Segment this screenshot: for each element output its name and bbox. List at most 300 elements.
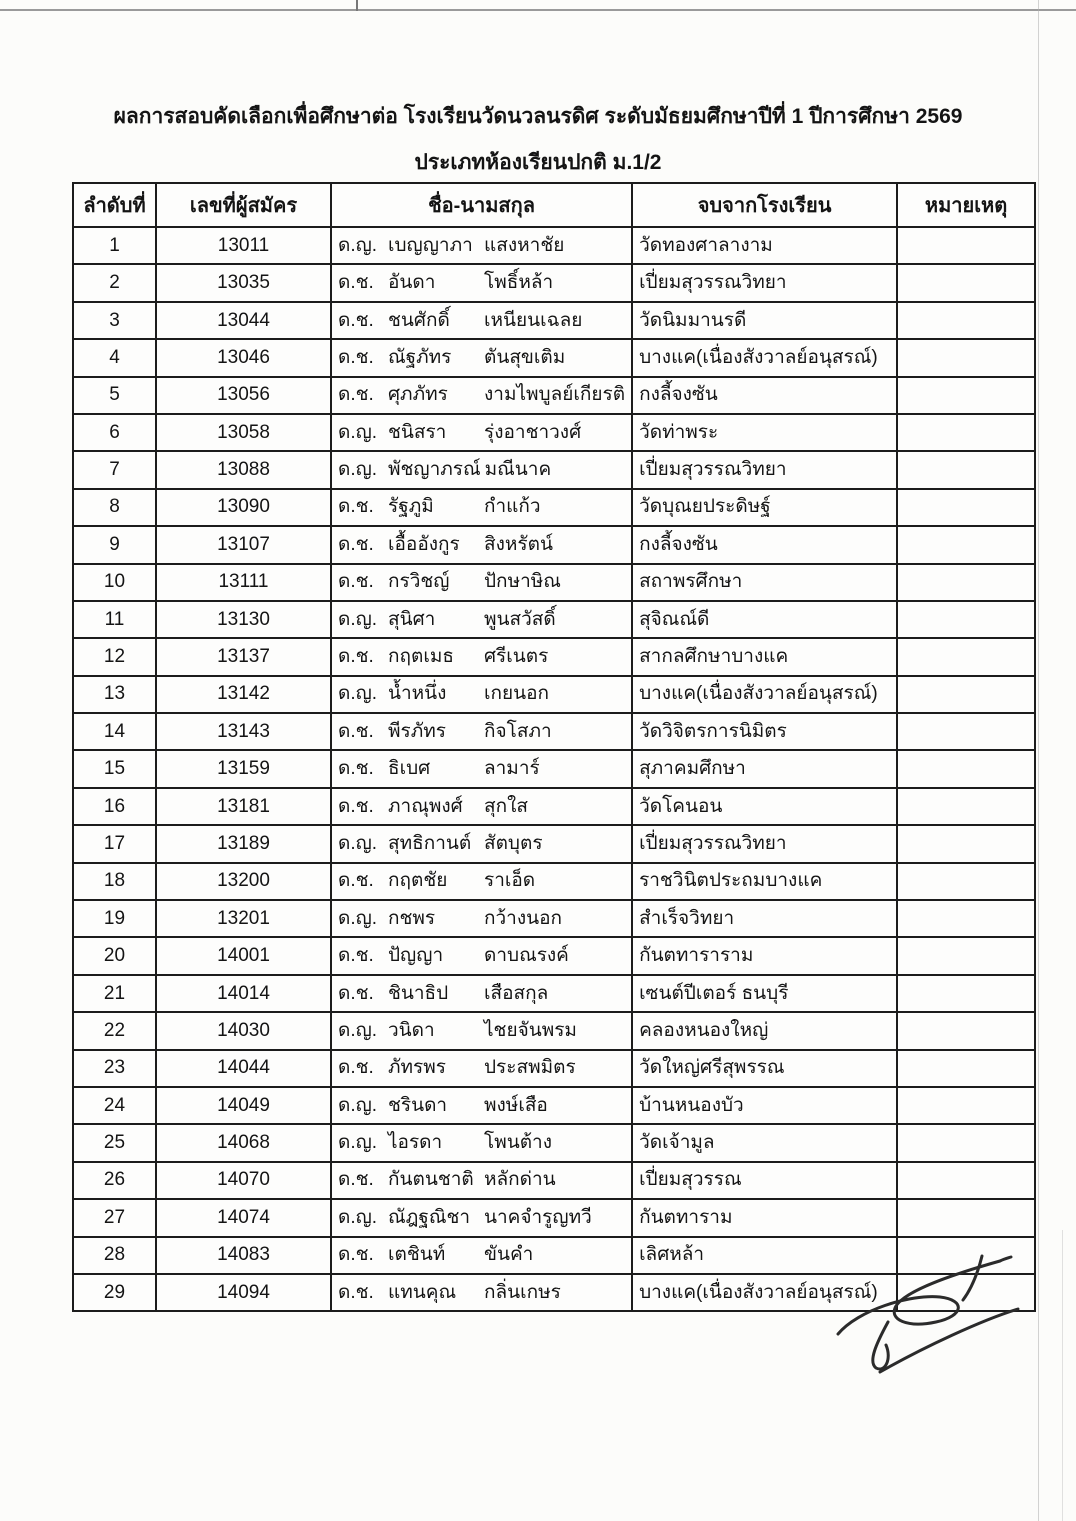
student-last-name: ขันคำ <box>484 1244 534 1266</box>
student-first-name: กฤตเมธ <box>388 646 454 668</box>
student-name-cell <box>331 750 632 787</box>
previous-school: เลิศหล้า <box>632 1237 897 1274</box>
student-name <box>338 834 625 854</box>
student-name <box>338 797 625 817</box>
table-row <box>73 339 1035 376</box>
column-header-remark: หมายเหตุ <box>897 183 1035 227</box>
table-row <box>73 302 1035 339</box>
table-row <box>73 451 1035 488</box>
remark-cell <box>897 377 1035 414</box>
table-row <box>73 788 1035 825</box>
applicant-id: 13046 <box>156 339 331 376</box>
remark-cell <box>897 975 1035 1012</box>
table-row <box>73 825 1035 862</box>
student-first-name: ชนิสรา <box>388 421 447 443</box>
student-name-cell <box>331 900 632 937</box>
applicant-id: 13137 <box>156 638 331 675</box>
student-title-prefix: ด.ช. <box>338 720 374 742</box>
student-title-prefix: ด.ญ. <box>338 1094 378 1116</box>
student-last-name: นาคจำรูญทวี <box>484 1206 592 1228</box>
order-number: 7 <box>73 451 156 488</box>
order-number: 20 <box>73 937 156 974</box>
student-name-cell <box>331 1012 632 1049</box>
student-name <box>338 1283 625 1303</box>
remark-cell <box>897 1012 1035 1049</box>
student-name <box>338 311 625 331</box>
student-name <box>338 535 625 555</box>
previous-school: วัดใหญ่ศรีสุพรรณ <box>632 1050 897 1087</box>
student-first-name: เบญญาภา <box>388 234 473 256</box>
previous-school: เซนต์ปีเตอร์ ธนบุรี <box>632 975 897 1012</box>
student-name-cell <box>331 489 632 526</box>
student-last-name: เสือสกุล <box>484 982 549 1004</box>
table-header-row <box>73 183 1035 227</box>
table-row <box>73 227 1035 264</box>
order-number: 25 <box>73 1124 156 1161</box>
student-first-name: น้ำหนึ่ง <box>388 683 447 705</box>
student-first-name: กรวิชญ์ <box>388 571 450 593</box>
applicant-id: 13088 <box>156 451 331 488</box>
remark-cell <box>897 1237 1035 1274</box>
document-subtitle: ประเภทห้องเรียนปกติ ม.1/2 <box>414 151 662 174</box>
order-number: 23 <box>73 1050 156 1087</box>
order-number: 21 <box>73 975 156 1012</box>
order-number: 10 <box>73 564 156 601</box>
applicant-id: 14074 <box>156 1199 331 1236</box>
student-name <box>338 1058 625 1078</box>
remark-cell <box>897 302 1035 339</box>
student-name-cell <box>331 601 632 638</box>
student-name <box>338 1021 625 1041</box>
student-name <box>338 909 625 929</box>
student-name <box>338 647 625 667</box>
remark-cell <box>897 713 1035 750</box>
table-body <box>73 227 1035 1311</box>
student-title-prefix: ด.ช. <box>338 309 374 331</box>
student-name <box>338 1170 625 1190</box>
applicant-id: 14014 <box>156 975 331 1012</box>
remark-cell <box>897 264 1035 301</box>
student-name-cell <box>331 1124 632 1161</box>
applicant-id: 13035 <box>156 264 331 301</box>
student-name-cell <box>331 1237 632 1274</box>
table-row <box>73 975 1035 1012</box>
applicant-id: 13058 <box>156 414 331 451</box>
student-first-name: สุทธิกานต์ <box>388 832 472 854</box>
previous-school: สำเร็จวิทยา <box>632 900 897 937</box>
student-name <box>338 1208 625 1228</box>
order-number: 9 <box>73 526 156 563</box>
order-number: 17 <box>73 825 156 862</box>
applicant-id: 13044 <box>156 302 331 339</box>
column-header-school: จบจากโรงเรียน <box>632 183 897 227</box>
student-name <box>338 236 625 256</box>
student-name-cell <box>331 863 632 900</box>
student-last-name: ดาบณรงค์ <box>484 945 569 967</box>
table-row <box>73 1012 1035 1049</box>
student-last-name: พูนสวัสดิ์ <box>484 608 556 630</box>
student-name-cell <box>331 264 632 301</box>
order-number: 15 <box>73 750 156 787</box>
table-row <box>73 937 1035 974</box>
previous-school: คลองหนองใหญ่ <box>632 1012 897 1049</box>
student-title-prefix: ด.ช. <box>338 982 374 1004</box>
student-first-name: ชนศักดิ์ <box>388 309 450 331</box>
student-title-prefix: ด.ญ. <box>338 1132 378 1154</box>
previous-school: เปี่ยมสุวรรณวิทยา <box>632 451 897 488</box>
student-first-name: ณัฐภัทร <box>388 346 452 368</box>
student-first-name: กชพร <box>388 907 436 929</box>
student-title-prefix: ด.ช. <box>338 571 374 593</box>
student-name <box>338 273 625 293</box>
student-first-name: อันดา <box>388 272 436 294</box>
order-number: 2 <box>73 264 156 301</box>
student-title-prefix: ด.ญ. <box>338 832 378 854</box>
student-name-cell <box>331 638 632 675</box>
order-number: 28 <box>73 1237 156 1274</box>
remark-cell <box>897 750 1035 787</box>
student-first-name: เอื้ออังกูร <box>388 533 460 555</box>
student-name <box>338 946 625 966</box>
column-header-applicant-id: เลขที่ผู้สมัคร <box>156 183 331 227</box>
student-last-name: แสงหาชัย <box>484 234 565 256</box>
order-number: 26 <box>73 1162 156 1199</box>
document-title: ผลการสอบคัดเลือกเพื่อศึกษาต่อ โรงเรียนวัดนวลนรดิศ ระดับมัธยมศึกษาปีที่ 1 ปีการศึกษา 2569 <box>113 105 963 128</box>
student-first-name: ธิเบศ <box>388 758 431 780</box>
order-number: 24 <box>73 1087 156 1124</box>
student-last-name: โพนต้าง <box>484 1132 553 1154</box>
student-name <box>338 385 625 405</box>
order-number: 29 <box>73 1274 156 1311</box>
remark-cell <box>897 564 1035 601</box>
remark-cell <box>897 1162 1035 1199</box>
student-last-name: สิงหรัตน์ <box>484 533 553 555</box>
previous-school: บางแค(เนื่องสังวาลย์อนุสรณ์) <box>632 1274 897 1311</box>
previous-school: เปี่ยมสุวรรณวิทยา <box>632 264 897 301</box>
student-name-cell <box>331 1199 632 1236</box>
student-first-name: วนิดา <box>388 1019 435 1041</box>
table-row <box>73 1199 1035 1236</box>
student-first-name: ชรินดา <box>388 1094 448 1116</box>
student-last-name: ปักษาษิณ <box>484 571 561 593</box>
student-last-name: สัตบุตร <box>484 832 543 854</box>
table-row <box>73 489 1035 526</box>
applicant-id: 14083 <box>156 1237 331 1274</box>
previous-school: วัดทองศาลางาม <box>632 227 897 264</box>
student-first-name: พัชญาภรณ์ <box>388 459 481 481</box>
applicant-id: 13130 <box>156 601 331 638</box>
table-row <box>73 900 1035 937</box>
student-last-name: กำแก้ว <box>484 496 541 518</box>
student-last-name: มณีนาค <box>484 459 552 481</box>
student-name-cell <box>331 1274 632 1311</box>
student-title-prefix: ด.ช. <box>338 945 374 967</box>
student-title-prefix: ด.ช. <box>338 1057 374 1079</box>
applicant-id: 13107 <box>156 526 331 563</box>
applicant-id: 13111 <box>156 564 331 601</box>
remark-cell <box>897 1050 1035 1087</box>
previous-school: เปี่ยมสุวรรณ <box>632 1162 897 1199</box>
previous-school: สากลศึกษาบางแค <box>632 638 897 675</box>
previous-school: วัดโคนอน <box>632 788 897 825</box>
student-title-prefix: ด.ช. <box>338 870 374 892</box>
student-first-name: แทนคุณ <box>388 1281 457 1303</box>
student-first-name: เตชินท์ <box>388 1244 446 1266</box>
student-first-name: กฤตชัย <box>388 870 448 892</box>
applicant-id: 13143 <box>156 713 331 750</box>
applicant-id: 13200 <box>156 863 331 900</box>
applicant-id: 13056 <box>156 377 331 414</box>
scan-edge-right-line <box>1038 0 1039 1521</box>
student-title-prefix: ด.ช. <box>338 346 374 368</box>
student-title-prefix: ด.ช. <box>338 533 374 555</box>
student-first-name: ศุภภัทร <box>388 384 448 406</box>
table-row <box>73 863 1035 900</box>
applicant-id: 14070 <box>156 1162 331 1199</box>
student-title-prefix: ด.ญ. <box>338 1206 378 1228</box>
remark-cell <box>897 825 1035 862</box>
order-number: 12 <box>73 638 156 675</box>
previous-school: บางแค(เนื่องสังวาลย์อนุสรณ์) <box>632 339 897 376</box>
student-name <box>338 722 625 742</box>
applicant-id: 14044 <box>156 1050 331 1087</box>
previous-school: วัดบุณยประดิษฐ์ <box>632 489 897 526</box>
table-row <box>73 377 1035 414</box>
order-number: 5 <box>73 377 156 414</box>
order-number: 16 <box>73 788 156 825</box>
previous-school: กงลี้จงซัน <box>632 526 897 563</box>
student-name <box>338 1096 625 1116</box>
order-number: 1 <box>73 227 156 264</box>
student-name-cell <box>331 302 632 339</box>
student-title-prefix: ด.ช. <box>338 384 374 406</box>
student-name-cell <box>331 1087 632 1124</box>
student-name <box>338 684 625 704</box>
student-name <box>338 1133 625 1153</box>
student-name <box>338 460 625 480</box>
previous-school: วัดเจ้ามูล <box>632 1124 897 1161</box>
student-title-prefix: ด.ช. <box>338 1244 374 1266</box>
remark-cell <box>897 1274 1035 1311</box>
applicant-id: 13181 <box>156 788 331 825</box>
applicant-id: 14068 <box>156 1124 331 1161</box>
previous-school: สถาพรศึกษา <box>632 564 897 601</box>
student-title-prefix: ด.ญ. <box>338 907 378 929</box>
student-last-name: รุ่งอาชาวงศ์ <box>484 421 582 443</box>
student-title-prefix: ด.ญ. <box>338 459 378 481</box>
remark-cell <box>897 638 1035 675</box>
student-first-name: ภัทรพร <box>388 1057 446 1079</box>
applicant-id: 13159 <box>156 750 331 787</box>
remark-cell <box>897 676 1035 713</box>
order-number: 27 <box>73 1199 156 1236</box>
table-row <box>73 1162 1035 1199</box>
student-last-name: ไชยจันพรม <box>484 1019 577 1041</box>
previous-school: กันตทาราม <box>632 1199 897 1236</box>
applicant-id: 13011 <box>156 227 331 264</box>
previous-school: บางแค(เนื่องสังวาลย์อนุสรณ์) <box>632 676 897 713</box>
order-number: 4 <box>73 339 156 376</box>
student-last-name: ราเอ็ด <box>484 870 536 892</box>
student-first-name: ไอรดา <box>388 1132 443 1154</box>
results-table <box>72 182 1036 1312</box>
remark-cell <box>897 227 1035 264</box>
order-number: 11 <box>73 601 156 638</box>
remark-cell <box>897 900 1035 937</box>
student-title-prefix: ด.ญ. <box>338 421 378 443</box>
student-last-name: กลิ่นเกษร <box>484 1281 561 1303</box>
student-last-name: เหนียนเฉลย <box>484 309 583 331</box>
applicant-id: 14049 <box>156 1087 331 1124</box>
student-last-name: งามไพบูลย์เกียรติ <box>484 384 626 406</box>
student-first-name: ชินาธิป <box>388 982 449 1004</box>
student-last-name: เกยนอก <box>484 683 550 705</box>
student-first-name: พีรภัทร <box>388 720 446 742</box>
student-title-prefix: ด.ช. <box>338 272 374 294</box>
student-first-name: ภาณุพงศ์ <box>388 795 463 817</box>
student-name-cell <box>331 377 632 414</box>
remark-cell <box>897 863 1035 900</box>
table-row <box>73 1124 1035 1161</box>
student-last-name: สุกใส <box>484 795 528 817</box>
previous-school: เปี่ยมสุวรรณวิทยา <box>632 825 897 862</box>
scan-edge-top-line <box>0 9 1076 11</box>
student-title-prefix: ด.ช. <box>338 646 374 668</box>
order-number: 8 <box>73 489 156 526</box>
order-number: 14 <box>73 713 156 750</box>
column-header-order: ลำดับที่ <box>73 183 156 227</box>
order-number: 6 <box>73 414 156 451</box>
student-name <box>338 1245 625 1265</box>
remark-cell <box>897 1199 1035 1236</box>
student-title-prefix: ด.ญ. <box>338 234 378 256</box>
student-first-name: กันตนชาติ <box>388 1169 474 1191</box>
student-title-prefix: ด.ช. <box>338 496 374 518</box>
applicant-id: 14001 <box>156 937 331 974</box>
previous-school: สุภาคมศึกษา <box>632 750 897 787</box>
table-row <box>73 676 1035 713</box>
previous-school: กันตทาราราม <box>632 937 897 974</box>
student-last-name: ตันสุขเติม <box>484 346 566 368</box>
student-name-cell <box>331 676 632 713</box>
table-row <box>73 1237 1035 1274</box>
student-last-name: โพธิ์หล้า <box>484 272 554 294</box>
student-name <box>338 984 625 1004</box>
student-last-name: หลักด่าน <box>484 1169 556 1191</box>
remark-cell <box>897 1087 1035 1124</box>
student-name-cell <box>331 1050 632 1087</box>
applicant-id: 14094 <box>156 1274 331 1311</box>
previous-school: สุจิณณ์ดี <box>632 601 897 638</box>
student-name <box>338 497 625 517</box>
order-number: 22 <box>73 1012 156 1049</box>
previous-school: ราชวินิตประถมบางแค <box>632 863 897 900</box>
previous-school: บ้านหนองบัว <box>632 1087 897 1124</box>
order-number: 13 <box>73 676 156 713</box>
student-name-cell <box>331 825 632 862</box>
student-last-name: กิจโสภา <box>484 720 552 742</box>
student-last-name: พงษ์เสือ <box>484 1094 548 1116</box>
student-title-prefix: ด.ช. <box>338 1169 374 1191</box>
student-name <box>338 423 625 443</box>
student-name-cell <box>331 339 632 376</box>
remark-cell <box>897 451 1035 488</box>
student-last-name: ศรีเนตร <box>484 646 549 668</box>
previous-school: วัดท่าพระ <box>632 414 897 451</box>
table-row <box>73 601 1035 638</box>
student-name <box>338 572 625 592</box>
student-name <box>338 759 625 779</box>
remark-cell <box>897 526 1035 563</box>
table-row <box>73 1274 1035 1311</box>
student-title-prefix: ด.ญ. <box>338 683 378 705</box>
table-row <box>73 1087 1035 1124</box>
remark-cell <box>897 788 1035 825</box>
student-name-cell <box>331 1162 632 1199</box>
table-row <box>73 750 1035 787</box>
student-name-cell <box>331 937 632 974</box>
applicant-id: 13090 <box>156 489 331 526</box>
student-title-prefix: ด.ช. <box>338 1281 374 1303</box>
table-row <box>73 264 1035 301</box>
previous-school: วัดวิจิตรการนิมิตร <box>632 713 897 750</box>
student-title-prefix: ด.ช. <box>338 758 374 780</box>
student-last-name: กว้างนอก <box>484 907 563 929</box>
student-name-cell <box>331 414 632 451</box>
student-name-cell <box>331 975 632 1012</box>
table-row <box>73 414 1035 451</box>
student-name-cell <box>331 788 632 825</box>
student-last-name: ประสพมิตร <box>484 1057 576 1079</box>
remark-cell <box>897 489 1035 526</box>
student-name <box>338 871 625 891</box>
student-title-prefix: ด.ช. <box>338 795 374 817</box>
order-number: 3 <box>73 302 156 339</box>
table-row <box>73 638 1035 675</box>
table-row <box>73 526 1035 563</box>
remark-cell <box>897 601 1035 638</box>
remark-cell <box>897 1124 1035 1161</box>
student-first-name: ณัฎฐณิชา <box>388 1206 471 1228</box>
student-title-prefix: ด.ญ. <box>338 1019 378 1041</box>
student-title-prefix: ด.ญ. <box>338 608 378 630</box>
table-row <box>73 1050 1035 1087</box>
student-name-cell <box>331 564 632 601</box>
order-number: 19 <box>73 900 156 937</box>
table-row <box>73 713 1035 750</box>
applicant-id: 13201 <box>156 900 331 937</box>
applicant-id: 13142 <box>156 676 331 713</box>
scan-tick-mark <box>356 0 358 11</box>
student-first-name: สุนิศา <box>388 608 436 630</box>
student-name-cell <box>331 713 632 750</box>
student-last-name: ลามาร์ <box>484 758 540 780</box>
remark-cell <box>897 339 1035 376</box>
scan-edge-right-line-2 <box>1062 1230 1063 1521</box>
applicant-id: 13189 <box>156 825 331 862</box>
order-number: 18 <box>73 863 156 900</box>
applicant-id: 14030 <box>156 1012 331 1049</box>
column-header-name: ชื่อ-นามสกุล <box>331 183 632 227</box>
student-first-name: รัฐภูมิ <box>388 496 434 518</box>
student-name-cell <box>331 227 632 264</box>
student-name <box>338 610 625 630</box>
student-name-cell <box>331 451 632 488</box>
remark-cell <box>897 414 1035 451</box>
student-name <box>338 348 625 368</box>
previous-school: วัดนิมมานรดี <box>632 302 897 339</box>
remark-cell <box>897 937 1035 974</box>
